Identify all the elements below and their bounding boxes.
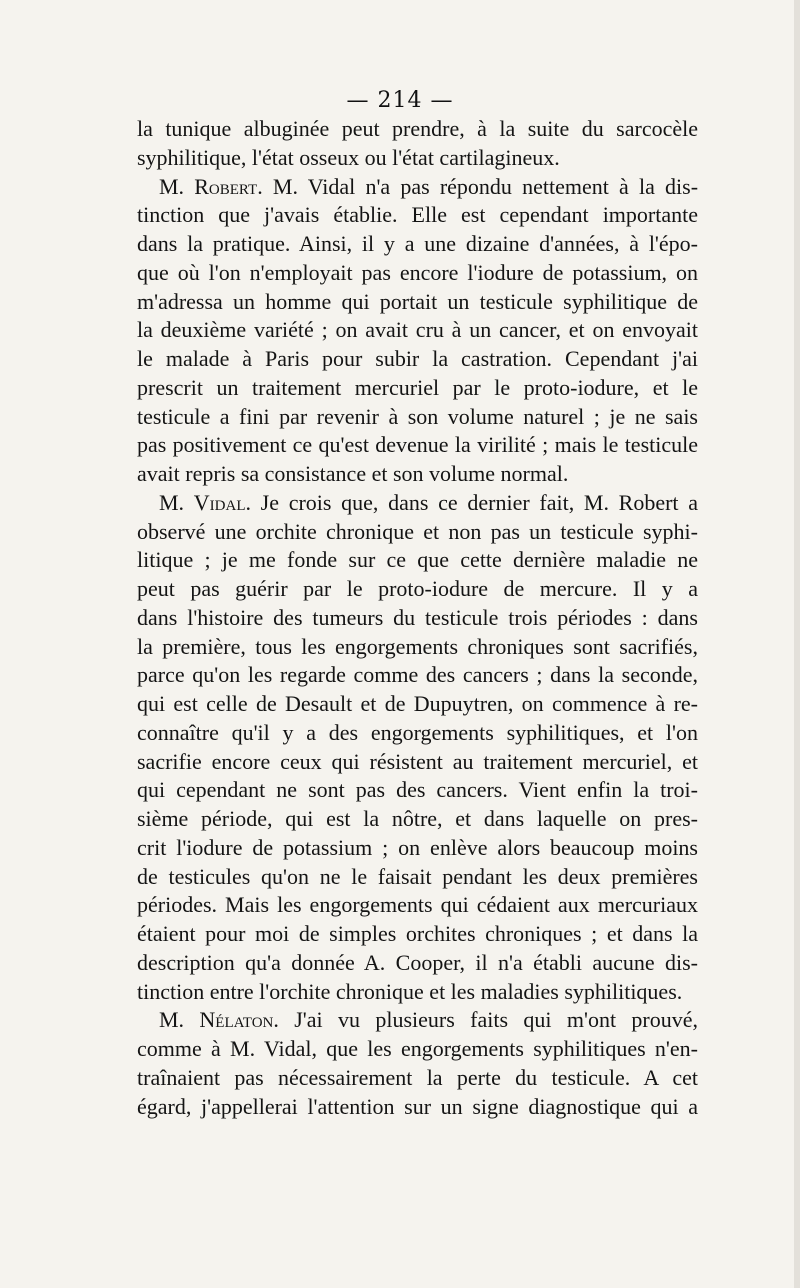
line-text: . M. Vidal n'a pas répondu nettement à la dis- (257, 173, 699, 199)
text-line: prescrit un traitement mercuriel par le proto-iodure, et le (137, 374, 698, 400)
text-line: sacrifie encore ceux qui résistent au traitement mercuriel, et (137, 748, 698, 774)
text-line: observé une orchite chronique et non pas un testicule syphi- (137, 518, 698, 544)
speaker-prefix: M. (159, 489, 194, 515)
text-line: périodes. Mais les engorgements qui cédaient aux mercuriaux (137, 892, 698, 918)
text-line: testicule a fini par revenir à son volume naturel ; je ne sais (137, 403, 698, 429)
text-line: avait repris sa consistance et son volume normal. (137, 461, 569, 486)
speaker-prefix: M. (159, 1007, 200, 1033)
text-line (137, 173, 698, 202)
text-line: crit l'iodure de potassium ; on enlève alors beaucoup moins (137, 834, 698, 860)
text-line: la première, tous les engorgements chroniques sont sacrifiés, (137, 633, 698, 659)
text-line: sième période, qui est la nôtre, et dans laquelle on pres- (137, 806, 698, 831)
line-text: . Je crois que, dans ce dernier fait, M. Robert a (245, 489, 698, 515)
speaker-prefix: M. (159, 173, 195, 199)
text-line: égard, j'appellerai l'attention sur un signe diagnostique qui a (137, 1093, 698, 1119)
text-line: traînaient pas nécessairement la perte du testicule. A cet (137, 1064, 698, 1090)
text-line: dans la pratique. Ainsi, il y a une dizaine d'années, à l'épo- (137, 231, 698, 256)
text-line: m'adressa un homme qui portait un testicule syphilitique de (137, 288, 698, 314)
text-line (137, 489, 698, 518)
text-line (137, 1006, 698, 1035)
text-line: pas positivement ce qu'est devenue la virilité ; mais le testicule (137, 432, 698, 458)
speaker-name: Nélaton (199, 1007, 274, 1033)
text-line: la tunique albuginée peut prendre, à la suite du sarcocèle (137, 116, 698, 141)
text-line: la deuxième variété ; on avait cru à un cancer, et on envoyait (137, 317, 698, 343)
speaker-name: Vidal (193, 489, 246, 515)
text-line: tinction que j'avais établie. Elle est cependant importante (137, 202, 698, 228)
text-line: tinction entre l'orchite chronique et les maladies syphilitiques. (137, 978, 683, 1004)
speaker-name: Robert (194, 173, 258, 199)
page-number: — 214 — (346, 88, 454, 113)
text-line: de testicules qu'on ne le faisait pendant les deux premières (137, 863, 698, 889)
line-text: . J'ai vu plusieurs faits qui m'ont prouvé, (273, 1007, 698, 1033)
text-line: syphilitique, l'état osseux ou l'état cartilagineux. (137, 144, 560, 170)
body-text (137, 115, 698, 1121)
text-line: étaient pour moi de simples orchites chroniques ; et dans la (137, 921, 698, 946)
text-line: litique ; je me fonde sur ce que cette dernière maladie ne (137, 547, 698, 573)
text-line: description qu'a donnée A. Cooper, il n'a établi aucune dis- (137, 949, 698, 975)
text-line: que où l'on n'employait pas encore l'iodure de potassium, on (137, 259, 698, 285)
text-line: connaître qu'il y a des engorgements syphilitiques, et l'on (137, 719, 698, 745)
text-line: qui cependant ne sont pas des cancers. Vient enfin la troi- (137, 777, 698, 803)
text-line: qui est celle de Desault et de Dupuytren, on commence à re- (137, 691, 698, 716)
text-line: peut pas guérir par le proto-iodure de mercure. Il y a (137, 576, 698, 601)
text-line: parce qu'on les regarde comme des cancers ; dans la seconde, (137, 662, 698, 688)
text-line: le malade à Paris pour subir la castration. Cependant j'ai (137, 346, 698, 371)
text-line: dans l'histoire des tumeurs du testicule trois périodes : dans (137, 604, 698, 630)
text-line: comme à M. Vidal, que les engorgements syphilitiques n'en- (137, 1036, 698, 1061)
